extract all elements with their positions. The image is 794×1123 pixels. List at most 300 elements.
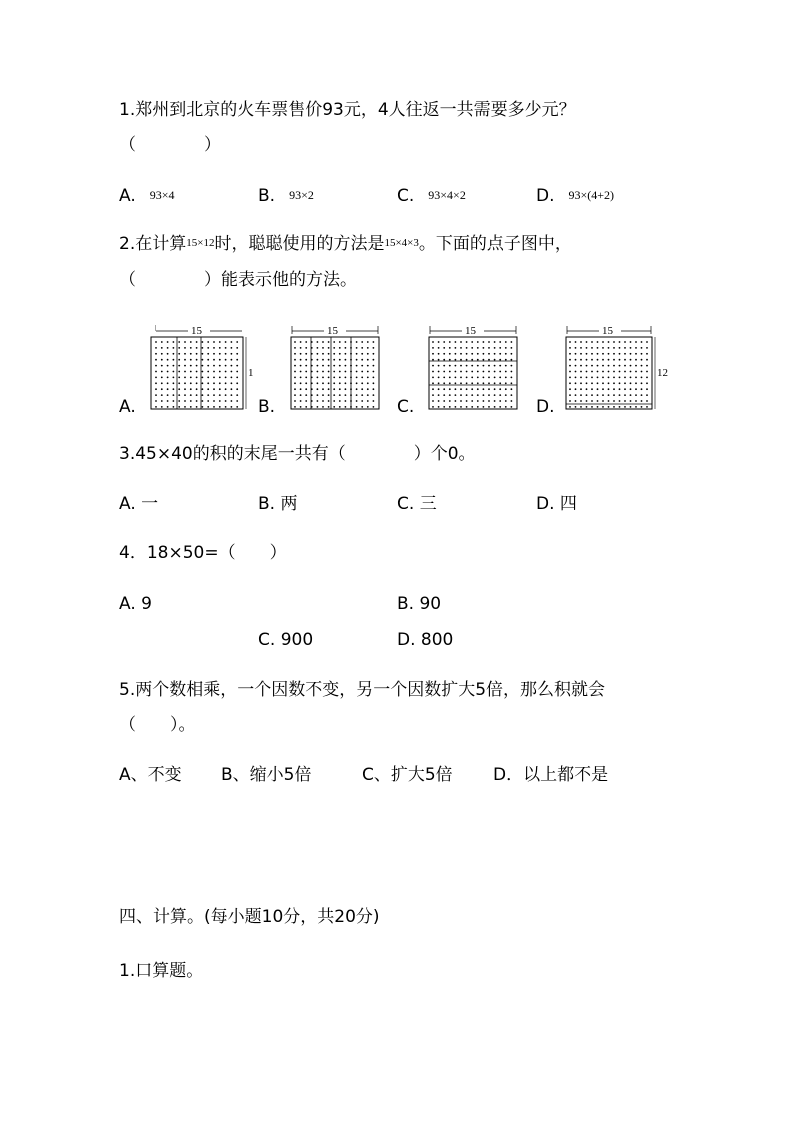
dot: [449, 347, 451, 349]
q3-option-b[interactable]: [258, 494, 297, 514]
dot: [350, 388, 352, 390]
dot: [455, 400, 457, 402]
dot: [356, 377, 358, 379]
dot: [483, 382, 485, 384]
dot: [505, 341, 507, 343]
dot-figure-a[interactable]: [148, 320, 258, 412]
dot: [586, 377, 588, 379]
q2-option-b-label[interactable]: B.: [258, 397, 276, 417]
dot: [624, 341, 626, 343]
dot: [460, 394, 462, 396]
dot: [167, 347, 169, 349]
dot: [356, 394, 358, 396]
dot: [471, 359, 473, 361]
dot: [225, 388, 227, 390]
dot: [580, 371, 582, 373]
dot: [449, 371, 451, 373]
dot: [466, 353, 468, 355]
dot: [219, 359, 221, 361]
dot: [317, 377, 319, 379]
dot: [345, 365, 347, 367]
dot: [328, 359, 330, 361]
dot: [494, 388, 496, 390]
dot: [236, 353, 238, 355]
dot: [339, 394, 341, 396]
dot: [196, 406, 198, 408]
dot: [569, 377, 571, 379]
dot: [499, 388, 501, 390]
dot: [219, 353, 221, 355]
dot: [190, 394, 192, 396]
dot: [350, 382, 352, 384]
dot: [178, 371, 180, 373]
dot: [511, 377, 513, 379]
dot: [613, 388, 615, 390]
dot: [635, 388, 637, 390]
dot: [586, 371, 588, 373]
option-label: A.: [119, 186, 136, 206]
dot: [432, 406, 434, 408]
dot: [471, 371, 473, 373]
dot-figure-b[interactable]: [288, 320, 398, 412]
dot: [167, 353, 169, 355]
dot: [317, 347, 319, 349]
dot: [311, 394, 313, 396]
dot: [613, 400, 615, 402]
dot: [202, 382, 204, 384]
dot: [630, 394, 632, 396]
dot: [333, 341, 335, 343]
dot: [361, 406, 363, 408]
dot: [202, 377, 204, 379]
dot: [219, 377, 221, 379]
dot: [305, 341, 307, 343]
dot: [294, 365, 296, 367]
dot: [569, 353, 571, 355]
q5-option-a[interactable]: A、不变: [119, 765, 182, 785]
dot: [178, 359, 180, 361]
dot: [173, 377, 175, 379]
dot: [311, 388, 313, 390]
dot: [196, 347, 198, 349]
dot: [294, 388, 296, 390]
option-text: 一: [141, 494, 159, 514]
q1-blank: （ ）: [119, 135, 221, 155]
dot: [443, 400, 445, 402]
dot: [350, 377, 352, 379]
dot: [471, 377, 473, 379]
q2-option-a-label[interactable]: A.: [119, 397, 136, 417]
dot: [602, 341, 604, 343]
dot: [460, 353, 462, 355]
dot: [624, 347, 626, 349]
dot: [155, 388, 157, 390]
dot: [207, 388, 209, 390]
dot: [219, 388, 221, 390]
dot: [488, 347, 490, 349]
dot: [178, 353, 180, 355]
dot: [196, 394, 198, 396]
dot: [173, 341, 175, 343]
dot: [373, 347, 375, 349]
dot: [345, 359, 347, 361]
dot: [443, 365, 445, 367]
dot: [438, 377, 440, 379]
dot: [167, 388, 169, 390]
dot: [173, 400, 175, 402]
dot: [322, 365, 324, 367]
q1-option-d[interactable]: [536, 186, 614, 207]
dot: [602, 394, 604, 396]
dot: [178, 406, 180, 408]
dot: [339, 382, 341, 384]
dot: [630, 371, 632, 373]
dot: [345, 394, 347, 396]
dot: [219, 406, 221, 408]
dot-figure-c[interactable]: [426, 320, 536, 412]
dot: [311, 382, 313, 384]
dot: [483, 341, 485, 343]
dot: [619, 406, 621, 408]
q1-option-c[interactable]: [397, 186, 466, 207]
dot: [591, 382, 593, 384]
dot: [294, 341, 296, 343]
dot: [438, 371, 440, 373]
q5-option-b[interactable]: B、缩小5倍: [221, 765, 312, 785]
dot: [167, 359, 169, 361]
dot: [231, 365, 233, 367]
dot: [367, 341, 369, 343]
q3-option-c[interactable]: [397, 494, 437, 514]
option-text: 800: [420, 630, 454, 650]
dot: [317, 406, 319, 408]
dot: [591, 347, 593, 349]
dot: [184, 388, 186, 390]
dot: [317, 400, 319, 402]
dot: [350, 347, 352, 349]
dot-figure-d[interactable]: [563, 320, 673, 412]
dot: [455, 341, 457, 343]
option-expression: 93×4: [149, 188, 175, 202]
dot: [161, 359, 163, 361]
dot: [499, 382, 501, 384]
dot: [196, 365, 198, 367]
dot: [499, 365, 501, 367]
dot: [646, 394, 648, 396]
dot: [646, 382, 648, 384]
dot: [317, 353, 319, 355]
dot: [184, 382, 186, 384]
dot: [608, 359, 610, 361]
dot: [477, 347, 479, 349]
dot: [635, 377, 637, 379]
dot: [432, 388, 434, 390]
dot: [196, 341, 198, 343]
dot: [471, 406, 473, 408]
dot: [646, 359, 648, 361]
q5-stem: 5.两个数相乘，一个因数不变，另一个因数扩大5倍，那么积就会: [119, 680, 606, 700]
dot: [624, 394, 626, 396]
option-label: D.: [536, 494, 555, 514]
q2-stem-part-3: 。下面的点子图中，: [418, 234, 572, 254]
dot: [356, 341, 358, 343]
dot: [460, 347, 462, 349]
dot: [646, 400, 648, 402]
dot: [630, 359, 632, 361]
dot: [328, 341, 330, 343]
dot: [505, 365, 507, 367]
dot: [602, 382, 604, 384]
dot: [494, 341, 496, 343]
dot: [328, 394, 330, 396]
dot: [333, 382, 335, 384]
dot: [483, 365, 485, 367]
dot: [635, 359, 637, 361]
dot: [488, 341, 490, 343]
dot: [511, 359, 513, 361]
dot: [455, 406, 457, 408]
dot: [602, 400, 604, 402]
dot: [624, 371, 626, 373]
q5-option-d[interactable]: D．以上都不是: [493, 765, 609, 785]
dot: [294, 394, 296, 396]
dot: [460, 388, 462, 390]
dot: [449, 406, 451, 408]
dot: [488, 382, 490, 384]
dot: [339, 406, 341, 408]
dot: [167, 382, 169, 384]
dot: [350, 341, 352, 343]
q1-option-a[interactable]: [119, 186, 175, 207]
dot: [597, 365, 599, 367]
dot: [231, 347, 233, 349]
dot: [597, 371, 599, 373]
dot: [483, 359, 485, 361]
dot: [471, 382, 473, 384]
dot: [161, 347, 163, 349]
dot: [619, 388, 621, 390]
dot: [231, 353, 233, 355]
dot: [305, 353, 307, 355]
dot: [635, 365, 637, 367]
dot: [213, 394, 215, 396]
dot: [333, 365, 335, 367]
q1-stem: 1.郑州到北京的火车票售价93元，4人往返一共需要多少元？: [119, 100, 576, 120]
dot: [505, 377, 507, 379]
option-label: D.: [397, 630, 416, 650]
dot: [466, 341, 468, 343]
q2-stem-part-1: 2.在计算: [119, 234, 187, 254]
dot: [213, 400, 215, 402]
dot: [202, 365, 204, 367]
dot: [173, 353, 175, 355]
dot: [317, 394, 319, 396]
dot: [580, 388, 582, 390]
dot: [345, 377, 347, 379]
dot: [305, 388, 307, 390]
option-label: C.: [258, 630, 276, 650]
dot: [322, 394, 324, 396]
dot: [488, 353, 490, 355]
dot: [311, 341, 313, 343]
q1-option-b[interactable]: [258, 186, 314, 207]
dot: [373, 359, 375, 361]
dot: [184, 394, 186, 396]
dot: [646, 371, 648, 373]
dot: [339, 341, 341, 343]
dot: [483, 371, 485, 373]
dot: [569, 388, 571, 390]
dot: [511, 406, 513, 408]
q4-option-d[interactable]: [397, 630, 453, 650]
dot: [488, 365, 490, 367]
dot: [505, 394, 507, 396]
dot: [196, 377, 198, 379]
dot: [646, 353, 648, 355]
dot: [580, 353, 582, 355]
dot: [213, 365, 215, 367]
dot: [361, 347, 363, 349]
dimension-label-top: 15: [602, 325, 613, 337]
dot: [488, 388, 490, 390]
dot: [155, 406, 157, 408]
dot: [483, 394, 485, 396]
dot: [178, 394, 180, 396]
dot: [373, 371, 375, 373]
dot: [333, 406, 335, 408]
dot: [477, 341, 479, 343]
dot: [213, 406, 215, 408]
dot: [173, 365, 175, 367]
dot: [635, 347, 637, 349]
dot: [608, 341, 610, 343]
dot: [155, 394, 157, 396]
dot: [449, 400, 451, 402]
dot: [361, 400, 363, 402]
dot: [173, 406, 175, 408]
dot: [190, 341, 192, 343]
dot: [624, 365, 626, 367]
dot: [466, 388, 468, 390]
dot: [505, 371, 507, 373]
dot: [580, 365, 582, 367]
dot: [569, 341, 571, 343]
dot: [328, 347, 330, 349]
dot: [328, 406, 330, 408]
dot: [305, 394, 307, 396]
dot: [483, 388, 485, 390]
dot: [225, 359, 227, 361]
dot: [225, 341, 227, 343]
dot: [339, 347, 341, 349]
dot: [505, 359, 507, 361]
dot: [608, 394, 610, 396]
dot: [373, 394, 375, 396]
dot: [602, 359, 604, 361]
dot: [173, 382, 175, 384]
dot: [641, 341, 643, 343]
dot: [619, 382, 621, 384]
dot: [619, 377, 621, 379]
dot: [597, 394, 599, 396]
dot: [646, 388, 648, 390]
dot: [432, 394, 434, 396]
dot: [569, 382, 571, 384]
dot: [173, 359, 175, 361]
dot: [202, 341, 204, 343]
dot: [580, 406, 582, 408]
q3-option-a[interactable]: [119, 494, 158, 514]
dot: [333, 353, 335, 355]
dimension-label-top: 15: [465, 325, 476, 337]
q2-blank-line: （ ）能表示他的方法。: [119, 270, 357, 290]
dot: [494, 359, 496, 361]
dot: [630, 347, 632, 349]
dot: [499, 347, 501, 349]
dot: [460, 406, 462, 408]
q3-option-d[interactable]: [536, 494, 577, 514]
dot: [155, 341, 157, 343]
dot: [207, 394, 209, 396]
q4-option-b[interactable]: [397, 594, 441, 614]
dot: [575, 382, 577, 384]
dot: [231, 388, 233, 390]
dot: [477, 400, 479, 402]
dot: [432, 353, 434, 355]
dot: [339, 365, 341, 367]
q5-option-c[interactable]: C、扩大5倍: [362, 765, 453, 785]
dot: [608, 388, 610, 390]
dot: [345, 341, 347, 343]
dot: [575, 406, 577, 408]
dot: [511, 388, 513, 390]
dot: [499, 394, 501, 396]
q4-option-c[interactable]: [258, 630, 313, 650]
dot: [350, 406, 352, 408]
option-text: 四: [559, 494, 577, 514]
dot: [624, 400, 626, 402]
q2-option-d-label[interactable]: D.: [536, 397, 555, 417]
dot: [305, 347, 307, 349]
dot: [466, 371, 468, 373]
dot: [613, 359, 615, 361]
dot: [207, 365, 209, 367]
dot: [322, 406, 324, 408]
dot: [225, 394, 227, 396]
dot: [488, 406, 490, 408]
dot: [161, 365, 163, 367]
dot: [477, 406, 479, 408]
dot: [361, 382, 363, 384]
dot: [167, 377, 169, 379]
dot: [356, 400, 358, 402]
dot: [300, 365, 302, 367]
dot: [443, 341, 445, 343]
q2-option-c-label[interactable]: C.: [397, 397, 415, 417]
dot: [449, 382, 451, 384]
dot: [207, 353, 209, 355]
q4-option-a[interactable]: [119, 594, 152, 614]
dot: [505, 406, 507, 408]
dot: [511, 394, 513, 396]
dot: [466, 359, 468, 361]
dot: [597, 347, 599, 349]
q2-expression-2: 15×4×3: [384, 237, 419, 249]
dot: [322, 341, 324, 343]
dot: [613, 371, 615, 373]
dot: [373, 406, 375, 408]
dot: [499, 371, 501, 373]
